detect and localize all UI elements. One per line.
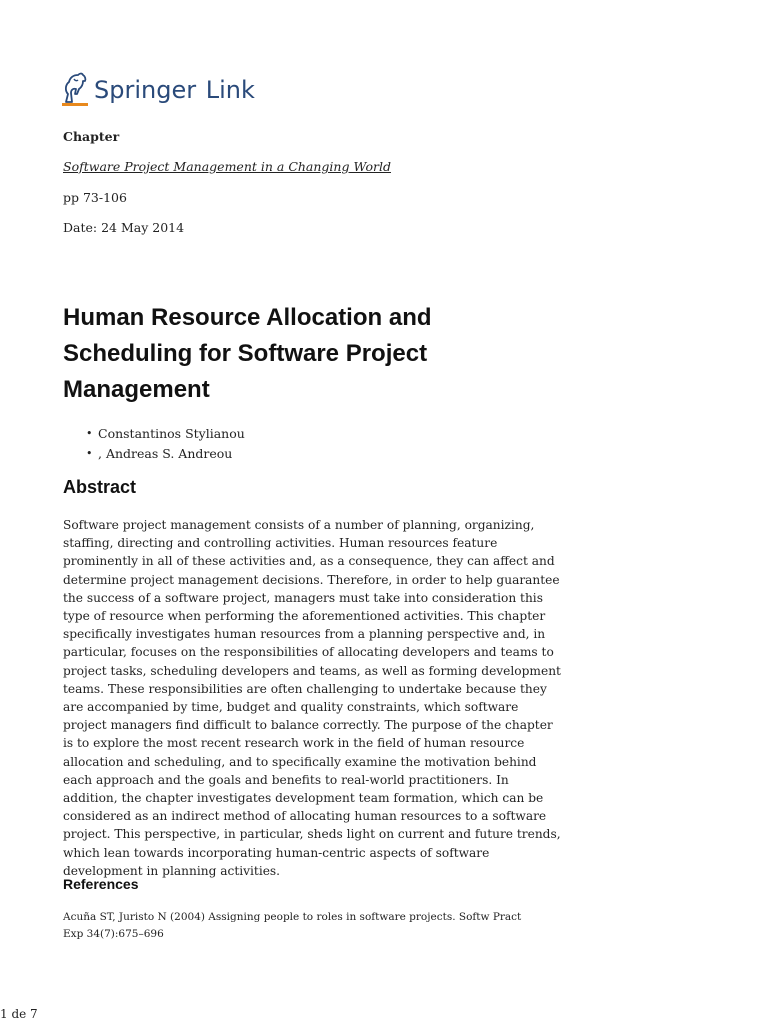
brand-wordmark	[94, 78, 255, 102]
abstract-text: Software project management consists of a number of planning, organizing, staffing, directing and controlling activities. Human resources feature prominently in all of these activities and, as a consequence, they can affect and determine project management decisions. Therefore, in order to help guarantee the success of a software project, managers must take into consideration this type of resource when performing the aforementioned activities. This chapter specifically investigates human resources from a planning perspective and, in particular, focuses on the responsibilities of allocating developers and teams to project tasks, scheduling developers and teams, as well as forming development teams. These responsibilities are often challenging to undertake because they are accompanied by time, budget and quality constraints, which software project managers find difficult to balance correctly. The purpose of the chapter is to explore the most recent research work in the field of human resource allocation and scheduling, and to specifically examine the motivation behind each approach and the goals and benefits to real-world practitioners. In addition, the chapter investigates development team formation, which can be considered as an indirect method of allocating human resources to a software project. This perspective, in particular, sheds light on current and future trends, which lean towards incorporating human-centric aspects of software development in planning activities.	[63, 518, 561, 878]
page-indicator: 1 de 7	[0, 1007, 38, 1021]
author-list	[98, 424, 245, 464]
references-heading: References	[63, 876, 139, 892]
author-name[interactable]: Constantinos Stylianou	[98, 426, 245, 441]
author-item[interactable]	[98, 424, 245, 444]
brand-suffix: Link	[205, 76, 255, 104]
content-type-label: Chapter	[63, 129, 120, 144]
abstract-heading: Abstract	[63, 477, 137, 497]
page-range: pp 73-106	[63, 190, 127, 205]
chapter-title: Human Resource Allocation and Scheduling for Software Project Management	[63, 304, 432, 403]
author-name[interactable]: , Andreas S. Andreou	[98, 446, 233, 461]
author-item[interactable]	[98, 444, 245, 464]
springerlink-logo[interactable]	[60, 72, 255, 108]
horse-icon	[60, 72, 90, 108]
publication-date: Date: 24 May 2014	[63, 220, 185, 235]
book-title-link[interactable]: Software Project Management in a Changing World	[63, 159, 391, 174]
brand-name: Springer	[94, 76, 197, 104]
reference-item: Acuña ST, Juristo N (2004) Assigning people to roles in software projects. Softw Pract Exp 34(7):675–696	[63, 911, 522, 940]
